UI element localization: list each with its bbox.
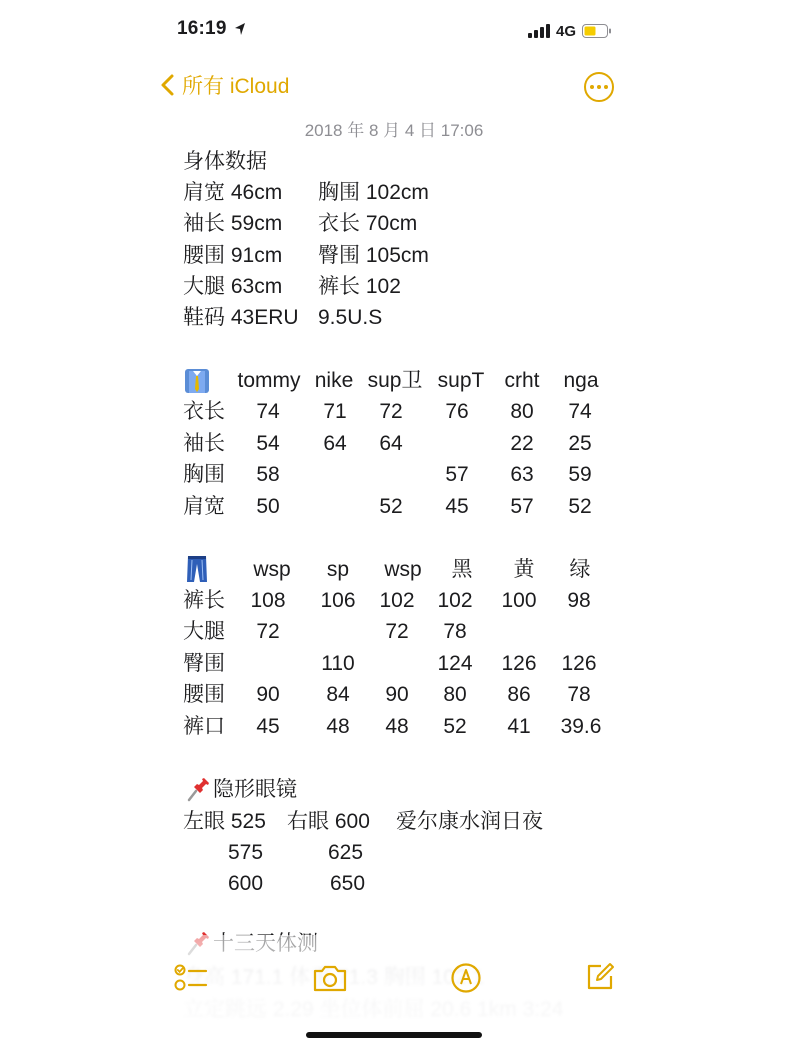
contacts-value-left: 575 [228,841,264,864]
pants-cell: 102 [379,589,415,612]
shirt-icon [184,368,210,394]
body-row-right: 衣长 70cm [318,212,418,235]
pants-cell: 108 [250,589,286,612]
more-dot [597,85,601,89]
pants-column-header: 绿 [569,558,591,581]
contacts-left-eye: 左眼 525 [183,810,266,833]
more-dot [590,85,594,89]
home-indicator [306,1032,482,1038]
pants-cell: 124 [437,652,473,675]
pants-cell: 106 [320,589,356,612]
chevron-left-icon [160,73,176,97]
shirt-cell: 52 [379,495,403,518]
status-right-group [528,20,612,42]
contacts-value-left: 600 [228,872,264,895]
pants-column-header: wsp [384,558,422,581]
pants-cell: 86 [507,683,531,706]
pants-cell: 110 [321,652,355,675]
shirt-cell: 45 [445,495,469,518]
shirt-cell: 64 [379,432,403,455]
shirt-row-label: 胸围 [183,463,225,486]
shirt-cell: 50 [256,495,280,518]
pants-row-label: 臀围 [183,652,225,675]
pants-cell: 90 [385,683,409,706]
body-row-left: 腰围 91cm [183,244,283,267]
shirt-cell: 76 [445,400,469,423]
pants-cell: 72 [385,620,409,643]
contacts-title: 隐形眼镜 [213,778,297,801]
pants-cell: 90 [256,683,280,706]
contacts-value-right: 625 [328,841,364,864]
pants-cell: 98 [567,589,591,612]
network-type: 4G [556,22,577,40]
shirt-cell: 63 [510,463,534,486]
pants-cell: 80 [443,683,467,706]
shirt-cell: 22 [510,432,534,455]
pants-cell: 52 [443,715,467,738]
signal-icon [528,24,550,38]
more-options-button[interactable] [584,72,614,102]
pants-column-header: 黑 [451,558,473,581]
shirt-cell: 64 [323,432,347,455]
pants-row-label: 腰围 [183,683,225,706]
contacts-brand: 爱尔康水润日夜 [396,810,543,833]
battery-icon [582,24,612,38]
shirt-column-header: nike [314,369,354,392]
pants-cell: 48 [326,715,350,738]
pants-cell: 126 [501,652,537,675]
contacts-value-right: 650 [330,872,366,895]
pants-cell: 102 [437,589,473,612]
pants-row-label: 裤口 [183,715,225,738]
checklist-icon[interactable] [174,963,208,993]
pants-cell: 72 [256,620,280,643]
pants-row-label: 大腿 [183,620,225,643]
shirt-row-label: 袖长 [183,432,225,455]
pants-column-header: sp [326,558,350,581]
pants-column-header: 黄 [513,558,535,581]
pants-cell: 78 [567,683,591,706]
back-label: 所有 iCloud [182,75,290,98]
body-row-left: 肩宽 46cm [183,181,283,204]
body-row-left: 大腿 63cm [183,275,283,298]
status-time: 16:19 [177,18,227,39]
pants-cell: 84 [326,683,350,706]
shirt-column-header: nga [563,369,599,392]
body-row-left: 袖长 59cm [183,212,283,235]
body-row-left: 鞋码 43ERU [183,306,299,329]
back-button[interactable] [160,70,289,100]
shirt-cell: 74 [256,400,280,423]
shirt-cell: 57 [510,495,534,518]
note-date: 2018 年 8 月 4 日 17:06 [304,121,484,140]
markup-pen-icon[interactable] [450,962,482,994]
body-row-right: 9.5U.S [318,306,383,329]
pants-cell: 45 [256,715,280,738]
pants-column-header: wsp [253,558,291,581]
pants-cell: 39.6 [560,715,602,738]
jeans-icon [186,555,208,583]
shirt-column-header: tommy [237,369,301,392]
pants-cell: 48 [385,715,409,738]
shirt-cell: 52 [568,495,592,518]
shirt-cell: 74 [568,400,592,423]
more-dot [604,85,608,89]
location-arrow-icon [234,22,246,36]
pushpin-icon [185,776,211,802]
body-title: 身体数据 [183,150,267,173]
shirt-row-label: 衣长 [183,400,225,423]
body-row-right: 裤长 102 [318,275,401,298]
pants-cell: 126 [561,652,597,675]
shirt-cell: 80 [510,400,534,423]
contacts-right-eye: 右眼 600 [287,810,370,833]
shirt-cell: 71 [323,400,347,423]
body-row-right: 臀围 105cm [318,244,429,267]
pants-cell: 100 [501,589,537,612]
pants-row-label: 裤长 [183,589,225,612]
shirt-cell: 59 [568,463,592,486]
shirt-row-label: 肩宽 [183,495,225,518]
shirt-cell: 57 [445,463,469,486]
pants-cell: 78 [443,620,467,643]
shirt-cell: 58 [256,463,280,486]
body-row-right: 胸围 102cm [318,181,429,204]
shirt-cell: 25 [568,432,592,455]
shirt-cell: 72 [379,400,403,423]
pants-cell: 41 [507,715,531,738]
camera-icon[interactable] [312,964,348,992]
compose-icon[interactable] [585,962,615,992]
shirt-column-header: crht [504,369,540,392]
shirt-cell: 54 [256,432,280,455]
shirt-column-header: supT [437,369,485,392]
shirt-column-header: sup卫 [367,369,423,392]
